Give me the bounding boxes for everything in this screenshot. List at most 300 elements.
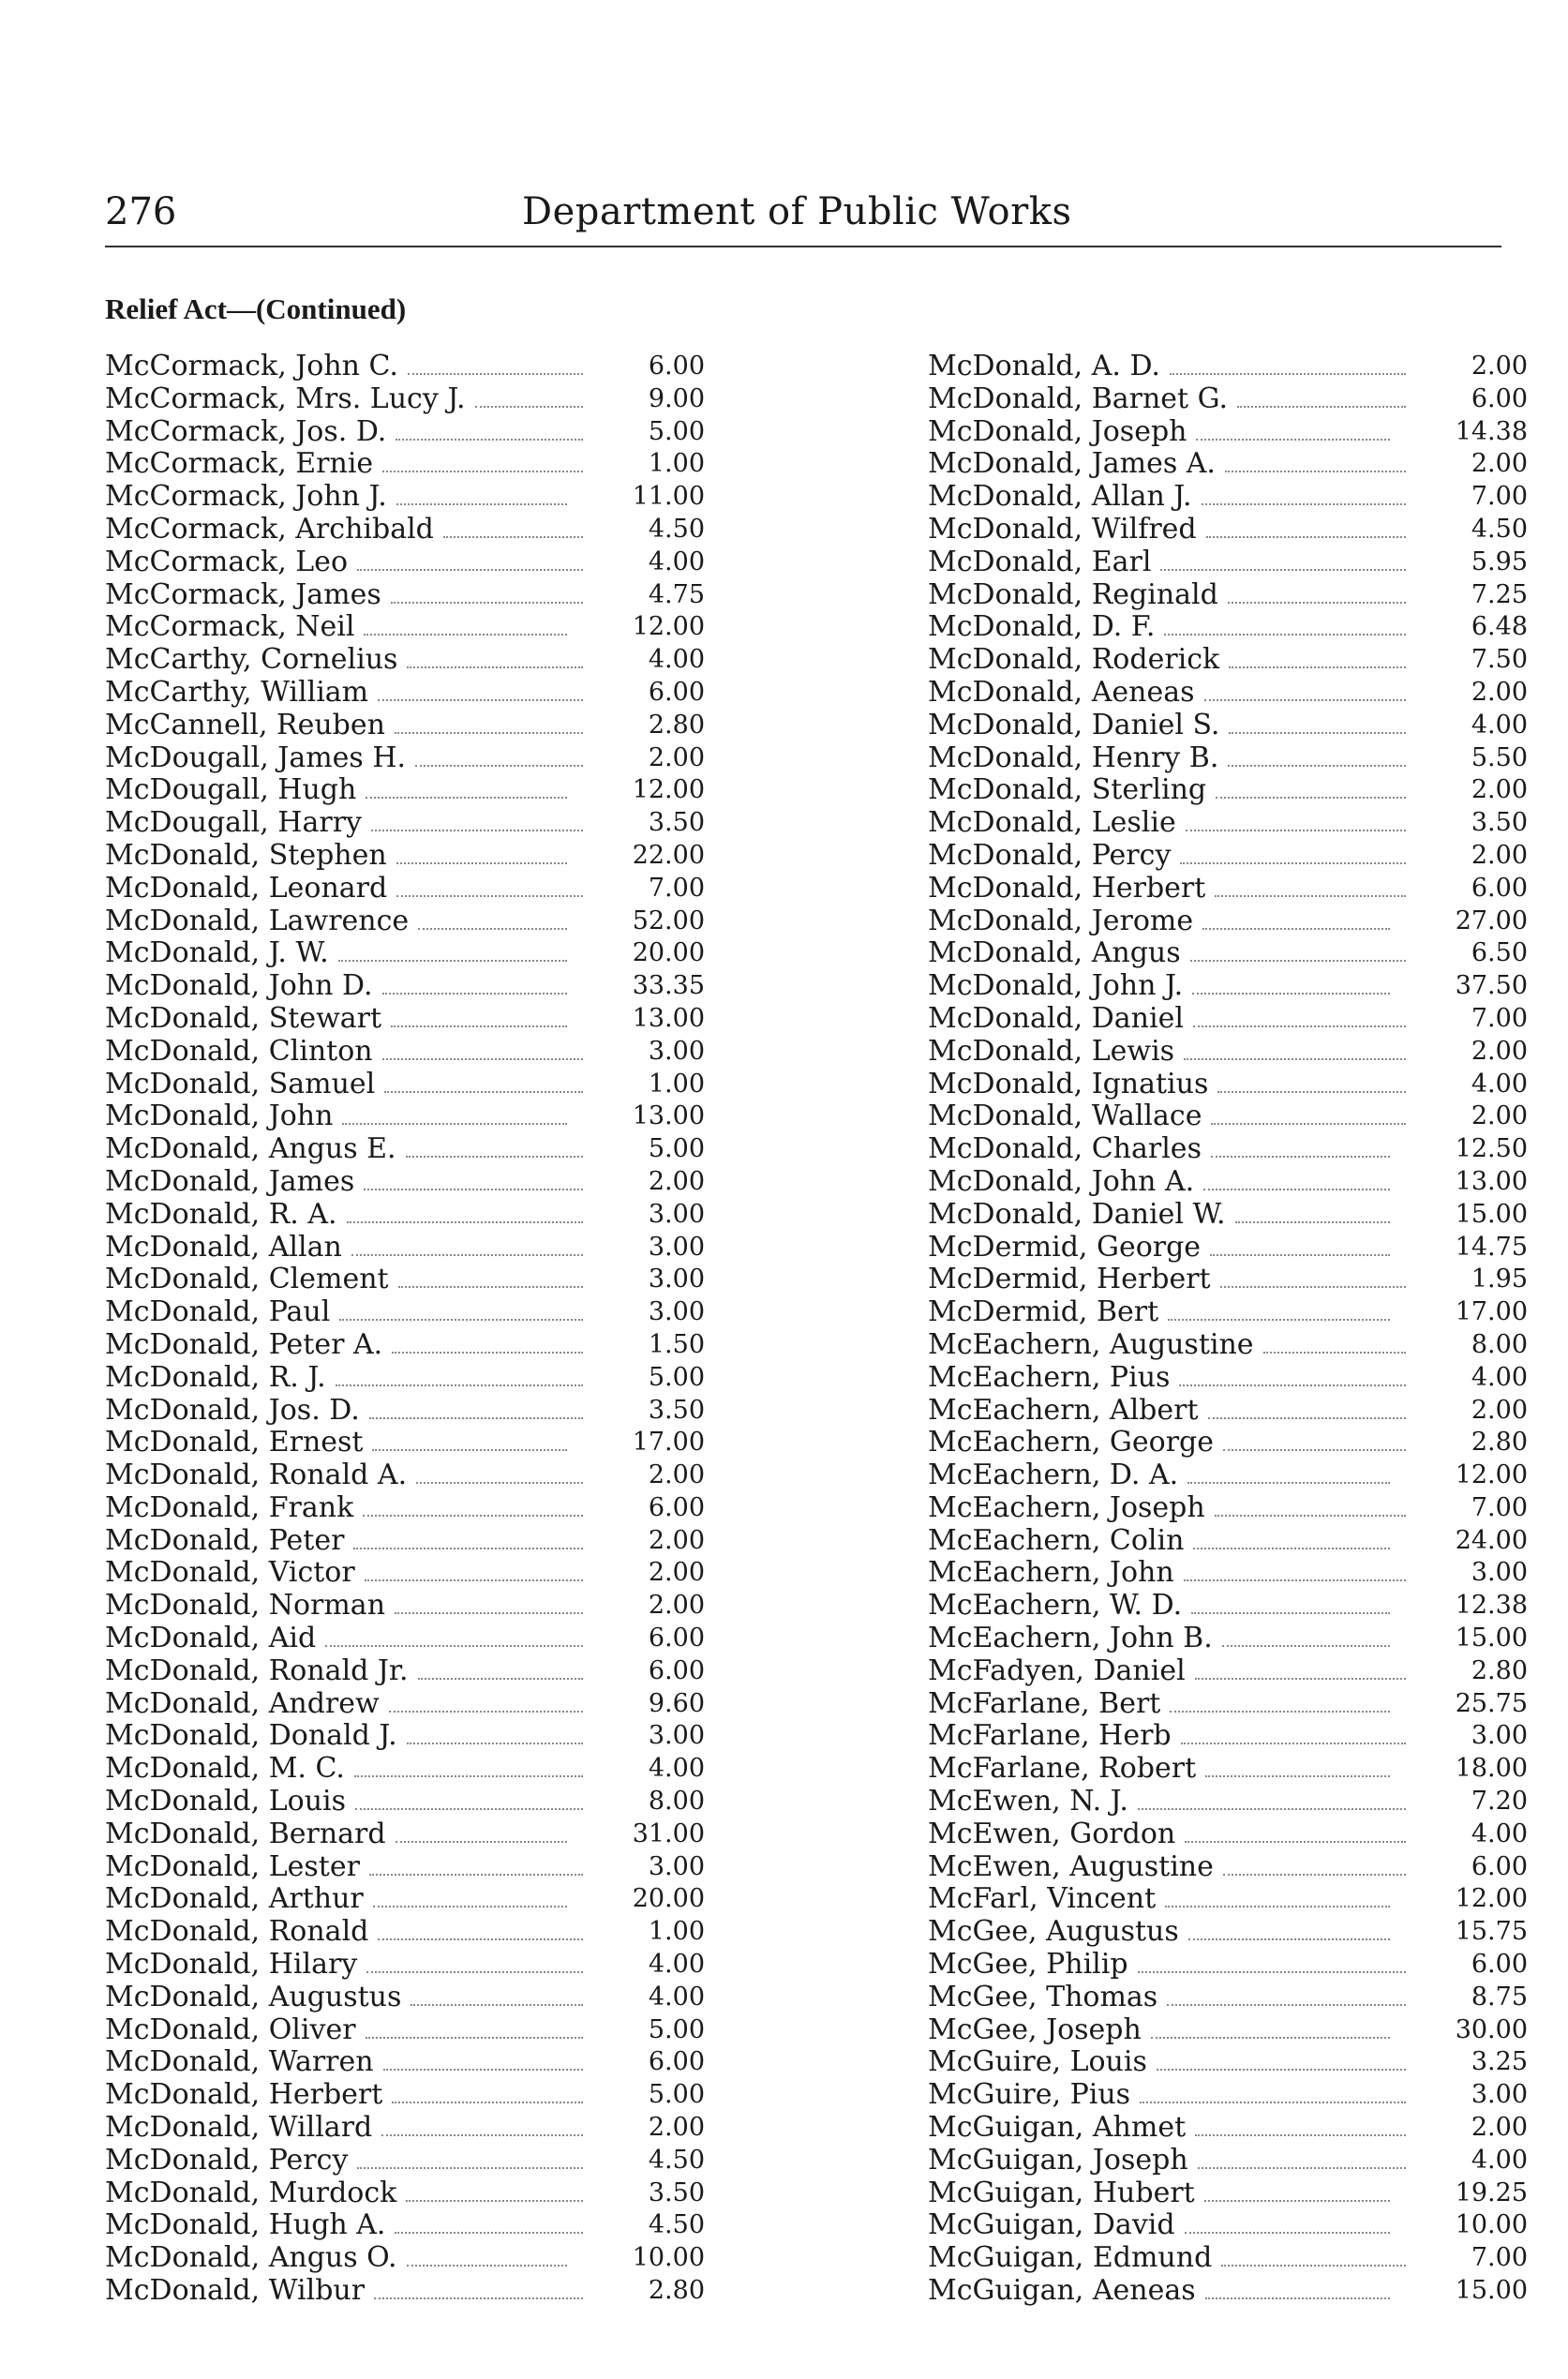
entry-amount: 6.00: [648, 677, 705, 707]
ledger-entry: [105, 1851, 705, 1884]
entry-amount: 18.00: [1455, 1754, 1528, 1784]
entry-amount: 3.00: [648, 1232, 705, 1262]
entry-amount: 2.00: [1471, 449, 1528, 479]
ledger-entry: [928, 579, 1528, 612]
leader-dots: [1217, 1091, 1406, 1093]
leader-dots: [351, 1254, 583, 1256]
ledger-entry: [928, 2014, 1528, 2047]
entry-name: McDonald, Norman: [105, 1589, 386, 1623]
leader-dots: [396, 1841, 567, 1843]
leader-dots: [406, 2200, 583, 2202]
entry-name: McDonald, Peter A.: [105, 1327, 383, 1361]
ledger-entry: [928, 2275, 1528, 2308]
leader-dots: [1222, 1645, 1390, 1647]
leader-dots: [1206, 536, 1406, 538]
entry-name: McFarlane, Bert: [928, 1686, 1161, 1720]
leader-dots: [339, 1319, 583, 1321]
entry-amount: 4.00: [648, 1754, 705, 1784]
leader-dots: [1223, 1874, 1406, 1876]
ledger-entry: [105, 416, 705, 449]
entry-name: McDonald, James A.: [928, 447, 1216, 481]
entry-amount: 12.00: [1455, 1460, 1528, 1490]
entry-amount: 6.00: [648, 1623, 705, 1653]
leader-dots: [1203, 1189, 1390, 1190]
entry-name: McDonald, Clement: [105, 1263, 389, 1296]
entry-name: McGuire, Pius: [928, 2078, 1131, 2112]
entry-name: McEachern, D. A.: [928, 1459, 1179, 1492]
ledger-entry: [928, 1655, 1528, 1688]
ledger-entry: [928, 2177, 1528, 2210]
ledger-entry: [928, 1753, 1528, 1786]
entry-amount: 6.00: [648, 352, 705, 381]
leader-dots: [1237, 406, 1406, 408]
entry-name: McDonald, R. J.: [105, 1360, 326, 1394]
leader-dots: [1185, 1841, 1406, 1843]
entry-amount: 1.00: [648, 1917, 705, 1947]
entry-amount: 17.00: [1455, 1297, 1528, 1327]
entry-amount: 4.50: [648, 2145, 705, 2175]
leader-dots: [1192, 993, 1390, 995]
ledger-entry: [105, 905, 705, 938]
leader-dots: [391, 602, 583, 604]
section-heading: Relief Act—(Continued): [105, 292, 407, 325]
entry-name: McDonald, Jerome: [928, 904, 1194, 937]
ledger-entry: [928, 1720, 1528, 1753]
ledger-entry: [105, 1688, 705, 1721]
ledger-entry: [928, 1264, 1528, 1296]
leader-dots: [407, 2265, 567, 2267]
entry-amount: 2.00: [648, 1558, 705, 1588]
leader-dots: [1170, 373, 1406, 375]
entry-name: McDonald, D. F.: [928, 610, 1156, 644]
entry-amount: 27.00: [1455, 905, 1528, 935]
leader-dots: [1185, 2232, 1390, 2234]
entry-name: McDonald, Ignatius: [928, 1067, 1209, 1100]
entry-amount: 4.00: [1471, 710, 1528, 740]
entry-amount: 5.00: [648, 2014, 705, 2044]
entry-amount: 9.00: [648, 383, 705, 413]
ledger-entry: [928, 1949, 1528, 1982]
entry-amount: 12.50: [1455, 1134, 1528, 1164]
entry-amount: 20.00: [632, 1884, 705, 1914]
entry-name: McDonald, Aid: [105, 1622, 317, 1655]
leader-dots: [1196, 439, 1390, 441]
leader-dots: [1195, 1678, 1406, 1680]
ledger-entry: [105, 1232, 705, 1264]
left-column: [105, 351, 705, 2308]
entry-amount: 13.00: [632, 1003, 705, 1033]
entry-amount: 13.00: [1455, 1166, 1528, 1196]
entry-amount: 4.00: [1471, 2145, 1528, 2175]
ledger-entry: [928, 416, 1528, 449]
ledger-entry: [105, 514, 705, 546]
entry-name: McDonald, Lewis: [928, 1034, 1175, 1068]
ledger-entry: [105, 351, 705, 383]
entry-amount: 15.00: [1455, 1623, 1528, 1653]
entry-amount: 10.00: [1455, 2210, 1528, 2240]
ledger-entry: [105, 1003, 705, 1036]
entry-name: McGee, Philip: [928, 1948, 1128, 1982]
entry-amount: 4.50: [648, 2210, 705, 2240]
entry-name: McDonald, Warren: [105, 2045, 374, 2079]
leader-dots: [1151, 2037, 1390, 2039]
entry-amount: 15.00: [1455, 1199, 1528, 1229]
ledger-entry: [928, 1525, 1528, 1558]
entry-name: McDermid, Bert: [928, 1295, 1159, 1329]
entry-amount: 3.50: [648, 2177, 705, 2207]
entry-amount: 6.00: [648, 2047, 705, 2077]
leader-dots: [1195, 2134, 1406, 2136]
ledger-entry: [928, 1623, 1528, 1655]
entry-name: McDonald, Daniel: [928, 1001, 1184, 1035]
entry-name: McDonald, Angus: [928, 936, 1181, 970]
entry-name: McDougall, Hugh: [105, 773, 357, 807]
entry-amount: 5.00: [648, 416, 705, 446]
entry-amount: 2.00: [648, 1591, 705, 1621]
entry-name: McDonald, Sterling: [928, 773, 1207, 807]
entry-name: McDonald, Daniel S.: [928, 708, 1220, 741]
entry-amount: 6.00: [648, 1492, 705, 1522]
entry-name: McDonald, Willard: [105, 2111, 373, 2145]
ledger-entry: [928, 2209, 1528, 2242]
ledger-entry: [105, 546, 705, 579]
entry-amount: 2.00: [1471, 2113, 1528, 2143]
entry-amount: 3.50: [648, 1395, 705, 1425]
leader-dots: [366, 1971, 583, 1973]
entry-amount: 3.50: [1471, 808, 1528, 838]
ledger-entry: [105, 579, 705, 612]
ledger-entry: [105, 448, 705, 481]
ledger-entry: [928, 677, 1528, 710]
entry-name: McDonald, John D.: [105, 969, 373, 1003]
ledger-entry: [105, 1199, 705, 1232]
entry-name: McDonald, Percy: [928, 838, 1172, 872]
entry-amount: 2.00: [1471, 1101, 1528, 1131]
entry-name: McDonald, John A.: [928, 1164, 1195, 1198]
leader-dots: [1181, 1743, 1406, 1744]
leader-dots: [396, 503, 567, 505]
entry-name: McDonald, Clinton: [105, 1034, 373, 1068]
ledger-entry: [105, 2046, 705, 2079]
leader-dots: [1215, 895, 1406, 897]
leader-dots: [353, 1548, 583, 1549]
entry-name: McDonald, Peter: [105, 1523, 345, 1557]
ledger-entry: [105, 1590, 705, 1623]
entry-amount: 31.00: [632, 1818, 705, 1848]
entry-name: McDonald, Stephen: [105, 838, 387, 872]
leader-dots: [1179, 1384, 1406, 1386]
entry-amount: 12.38: [1455, 1591, 1528, 1621]
ledger-entry: [105, 2112, 705, 2145]
entry-name: McDonald, Arthur: [105, 1882, 364, 1916]
leader-dots: [1221, 2265, 1406, 2267]
leader-dots: [398, 1286, 583, 1288]
entry-amount: 6.00: [1471, 1950, 1528, 1980]
entry-amount: 3.00: [648, 1199, 705, 1229]
entry-name: McDonald, Reginald: [928, 577, 1218, 611]
entry-amount: 7.00: [1471, 1003, 1528, 1033]
ledger-entry: [928, 1590, 1528, 1623]
ledger-entry: [105, 1883, 705, 1916]
entry-name: McDonald, Allan J.: [928, 480, 1192, 514]
leader-dots: [1193, 1025, 1406, 1027]
leader-dots: [1216, 797, 1406, 799]
ledger-entry: [105, 1264, 705, 1296]
ledger-entry: [105, 677, 705, 710]
ledger-entry: [105, 873, 705, 905]
ledger-entry: [928, 351, 1528, 383]
leader-dots: [1157, 2069, 1406, 2071]
leader-dots: [1205, 2297, 1390, 2299]
entry-name: McGuigan, Edmund: [928, 2241, 1213, 2275]
entry-name: McDonald, Hilary: [105, 1948, 358, 1982]
entry-amount: 1.50: [648, 1329, 705, 1359]
leader-dots: [392, 1352, 583, 1354]
ledger-entry: [928, 1232, 1528, 1264]
entry-amount: 9.60: [648, 1688, 705, 1718]
entry-name: McDonald, Lawrence: [105, 904, 410, 937]
entry-amount: 7.00: [1471, 1492, 1528, 1522]
entry-name: McDonald, Angus O.: [105, 2241, 397, 2275]
entry-name: McCormack, Mrs. Lucy J.: [105, 382, 466, 415]
leader-dots: [1263, 1352, 1406, 1354]
entry-amount: 2.00: [1471, 1395, 1528, 1425]
leader-dots: [1202, 503, 1406, 505]
entry-name: McDermid, Herbert: [928, 1263, 1211, 1296]
entry-name: McGee, Thomas: [928, 1980, 1158, 2013]
leader-dots: [411, 2004, 583, 2006]
entry-name: McFarlane, Robert: [928, 1752, 1197, 1786]
leader-dots: [372, 1449, 567, 1451]
ledger-entry: [105, 2145, 705, 2177]
leader-dots: [396, 439, 583, 441]
leader-dots: [366, 2037, 583, 2039]
entry-amount: 3.00: [648, 1851, 705, 1881]
entry-name: McDonald, Murdock: [105, 2176, 397, 2209]
page-header: [105, 184, 1501, 240]
leader-dots: [389, 1711, 583, 1713]
entry-amount: 5.00: [648, 2080, 705, 2110]
entry-amount: 4.50: [1471, 514, 1528, 544]
ledger-entry: [928, 1395, 1528, 1428]
ledger-entry: [928, 1100, 1528, 1133]
entry-amount: 10.00: [632, 2243, 705, 2273]
leader-dots: [1187, 1482, 1390, 1484]
leader-dots: [1208, 1417, 1406, 1419]
leader-dots: [371, 830, 583, 831]
leader-dots: [391, 1025, 567, 1027]
entry-name: McGuire, Louis: [928, 2045, 1147, 2079]
entry-name: McCormack, Leo: [105, 545, 348, 578]
ledger-entry: [928, 1199, 1528, 1232]
ledger-entry: [105, 1296, 705, 1329]
entry-name: McDonald, Stewart: [105, 1001, 382, 1035]
ledger-entry: [928, 1688, 1528, 1721]
entry-name: McCormack, John J.: [105, 480, 387, 514]
leader-dots: [396, 895, 583, 897]
leader-dots: [1228, 765, 1406, 767]
ledger-entry: [928, 2112, 1528, 2145]
entry-name: McDougall, Harry: [105, 806, 362, 840]
entry-amount: 17.00: [632, 1428, 705, 1458]
leader-dots: [1168, 1319, 1390, 1321]
ledger-entry: [105, 1492, 705, 1525]
entry-name: McCormack, James: [105, 577, 381, 611]
entry-amount: 5.00: [648, 1362, 705, 1392]
entry-amount: 7.00: [1471, 482, 1528, 512]
leader-dots: [1193, 1548, 1390, 1549]
entry-amount: 1.00: [648, 1069, 705, 1099]
ledger-entry: [928, 1459, 1528, 1492]
ledger-entry: [105, 1786, 705, 1818]
ledger-entry: [928, 1916, 1528, 1949]
entry-amount: 4.00: [648, 1982, 705, 2012]
leader-dots: [1184, 1058, 1406, 1060]
ledger-entry: [928, 937, 1528, 970]
leader-dots: [382, 471, 583, 472]
ledger-entry: [105, 1982, 705, 2014]
entry-amount: 2.00: [648, 2113, 705, 2143]
leader-dots: [1188, 1938, 1390, 1940]
leader-dots: [1211, 1156, 1390, 1158]
entry-name: McGee, Augustus: [928, 1915, 1179, 1949]
entry-name: McDonald, Donald J.: [105, 1719, 397, 1753]
entry-name: McDonald, Louis: [105, 1785, 347, 1818]
entry-name: McDonald, Leslie: [928, 806, 1176, 840]
ledger-entry: [105, 2275, 705, 2308]
leader-dots: [418, 928, 567, 930]
ledger-entry: [928, 905, 1528, 938]
entry-amount: 1.00: [648, 449, 705, 479]
ledger-entry: [105, 1133, 705, 1166]
leader-dots: [1170, 1711, 1390, 1713]
leader-dots: [365, 1579, 583, 1581]
header-rule: [105, 246, 1501, 247]
entry-name: McEachern, Augustine: [928, 1327, 1254, 1361]
entry-name: McFarl, Vincent: [928, 1882, 1157, 1916]
ledger-entry: [105, 1818, 705, 1851]
ledger-entry: [105, 774, 705, 807]
leader-dots: [1160, 569, 1406, 571]
ledger-entry: [105, 840, 705, 873]
entry-name: McDonald, Percy: [105, 2143, 349, 2177]
ledger-entry: [105, 1525, 705, 1558]
entry-amount: 6.48: [1471, 612, 1528, 642]
entry-amount: 3.00: [648, 1297, 705, 1327]
entry-amount: 2.00: [1471, 352, 1528, 381]
entry-amount: 4.00: [648, 645, 705, 675]
ledger-entry: [928, 1003, 1528, 1036]
leader-dots: [357, 569, 583, 571]
ledger-entry: [105, 611, 705, 644]
ledger-entry: [105, 1362, 705, 1395]
entry-amount: 12.00: [1455, 1884, 1528, 1914]
ledger-entry: [928, 1492, 1528, 1525]
leader-dots: [408, 373, 583, 375]
entry-name: McDonald, Wilfred: [928, 512, 1197, 546]
entry-amount: 14.75: [1455, 1232, 1528, 1262]
entry-amount: 2.00: [1471, 840, 1528, 870]
leader-dots: [1140, 2102, 1406, 2103]
entry-name: McEachern, George: [928, 1426, 1214, 1459]
entry-name: McCormack, Jos. D.: [105, 414, 387, 448]
entry-name: McGuigan, Hubert: [928, 2176, 1195, 2209]
leader-dots: [1186, 830, 1406, 831]
leader-dots: [1164, 634, 1406, 636]
ledger-entry: [928, 514, 1528, 546]
entry-name: McDermid, George: [928, 1230, 1202, 1264]
leader-dots: [378, 699, 583, 701]
leader-dots: [1204, 2200, 1390, 2202]
ledger-entry: [105, 481, 705, 514]
entry-amount: 7.20: [1471, 1787, 1528, 1817]
ledger-entry: [928, 1427, 1528, 1459]
entry-name: McDonald, James: [105, 1164, 355, 1198]
entry-name: McDonald, Earl: [928, 545, 1152, 578]
entry-amount: 8.75: [1471, 1982, 1528, 2012]
ledger-entry: [105, 1329, 705, 1362]
leader-dots: [1191, 1612, 1390, 1614]
entry-name: McEwen, Gordon: [928, 1817, 1176, 1850]
leader-dots: [364, 634, 567, 636]
leader-dots: [1198, 2167, 1406, 2169]
entry-name: McCormack, Neil: [105, 610, 355, 644]
entry-name: McDonald, John: [105, 1100, 334, 1133]
ledger-entry: [928, 1296, 1528, 1329]
ledger-entry: [928, 873, 1528, 905]
leader-dots: [338, 960, 567, 962]
ledger-entry: [928, 840, 1528, 873]
entry-amount: 2.80: [648, 2276, 705, 2306]
entry-name: McDonald, A. D.: [928, 350, 1160, 382]
ledger-entry: [105, 710, 705, 742]
entry-name: McDonald, Ernest: [105, 1426, 364, 1459]
entry-name: McDougall, James H.: [105, 741, 407, 774]
entry-amount: 1.95: [1471, 1264, 1528, 1294]
entry-name: McEachern, Pius: [928, 1360, 1171, 1394]
leader-dots: [378, 1938, 583, 1940]
leader-dots: [374, 2297, 583, 2299]
ledger-entry: [928, 481, 1528, 514]
entry-name: McDonald, Augustus: [105, 1980, 402, 2013]
entry-amount: 7.00: [648, 873, 705, 903]
leader-dots: [407, 666, 583, 668]
leader-dots: [1202, 928, 1390, 930]
entry-name: McDonald, Paul: [105, 1295, 331, 1329]
entry-amount: 7.50: [1471, 645, 1528, 675]
ledger-entry: [928, 1786, 1528, 1818]
entry-name: McCormack, Ernie: [105, 447, 374, 481]
leader-dots: [418, 1678, 583, 1680]
entry-name: McDonald, Leonard: [105, 871, 388, 905]
entry-amount: 19.25: [1455, 2177, 1528, 2207]
entry-amount: 4.00: [648, 546, 705, 576]
entry-amount: 3.00: [1471, 1721, 1528, 1751]
ledger-entry: [105, 2177, 705, 2210]
entry-amount: 8.00: [1471, 1329, 1528, 1359]
ledger-entry: [105, 1557, 705, 1590]
entry-amount: 2.00: [648, 1166, 705, 1196]
leader-dots: [382, 1058, 583, 1060]
ledger-entry: [928, 611, 1528, 644]
leader-dots: [1229, 666, 1406, 668]
leader-dots: [396, 862, 567, 864]
entry-name: McGuigan, Aeneas: [928, 2274, 1196, 2308]
leader-dots: [395, 732, 583, 734]
leader-dots: [364, 1189, 583, 1190]
entry-name: McFadyen, Daniel: [928, 1653, 1186, 1687]
leader-dots: [342, 1123, 567, 1125]
